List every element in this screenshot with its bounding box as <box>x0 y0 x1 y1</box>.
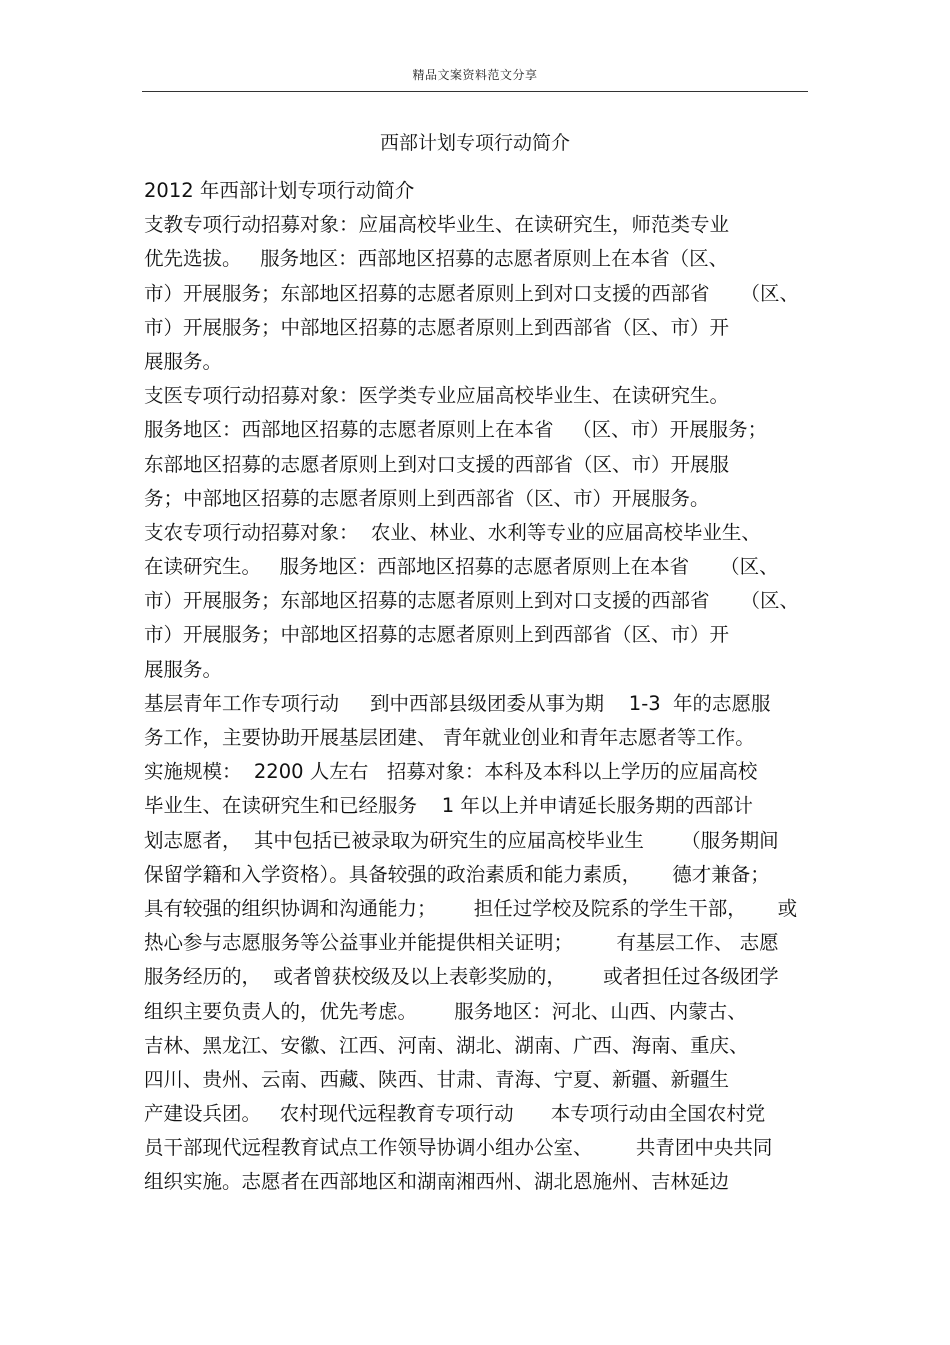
body-line: 产建设兵团。 农村现代远程教育专项行动 本专项行动由全国农村党 <box>144 1102 766 1126</box>
body-line: 组织实施。志愿者在西部地区和湖南湘西州、湖北恩施州、吉林延边 <box>144 1170 730 1194</box>
header-divider <box>142 91 808 92</box>
body-line: 支农专项行动招募对象： 农业、林业、水利等专业的应届高校毕业生、 <box>144 520 761 544</box>
body-line: 具有较强的组织协调和沟通能力； 担任过学校及院系的学生干部， 或 <box>144 896 798 920</box>
body-line: 组织主要负责人的，优先考虑。 服务地区：河北、山西、内蒙古、 <box>144 999 747 1023</box>
body-line: 务工作，主要协助开展基层团建、 青年就业创业和青年志愿者等工作。 <box>144 726 755 749</box>
page-header-text: 精品文案资料范文分享 <box>412 68 538 82</box>
body-line: 员干部现代远程教育试点工作领导协调小组办公室、 共青团中央共同 <box>144 1136 773 1160</box>
body-line: 展服务。 <box>144 657 223 681</box>
body-line: 服务经历的， 或者曾获校级及以上表彰奖励的， 或者担任过各级团学 <box>144 965 779 989</box>
body-line: 基层青年工作专项行动 到中西部县级团委从事为期 1-3 年的志愿服 <box>144 691 771 715</box>
body-line: 在读研究生。 服务地区：西部地区招募的志愿者原则上在本省 （区、 <box>144 555 779 579</box>
body-line: 毕业生、在读研究生和已经服务 1 年以上并申请延长服务期的西部计 <box>144 794 753 818</box>
document-title: 西部计划专项行动简介 <box>379 132 570 154</box>
body-line: 务；中部地区招募的志愿者原则上到西部省（区、市）开展服务。 <box>144 486 710 510</box>
body-line: 市）开展服务；中部地区招募的志愿者原则上到西部省（区、市）开 <box>144 315 730 339</box>
body-line: 服务地区：西部地区招募的志愿者原则上在本省 （区、市）开展服务； <box>144 418 768 442</box>
body-line: 划志愿者， 其中包括已被录取为研究生的应届高校毕业生 （服务期间 <box>144 828 779 852</box>
body-line: 四川、贵州、云南、西藏、陕西、甘肃、青海、宁夏、新疆、新疆生 <box>144 1067 730 1091</box>
body-line: 实施规模： 2200 人左右 招募对象：本科及本科以上学历的应届高校 <box>144 760 758 784</box>
body-line: 展服务。 <box>144 349 223 373</box>
body-line: 保留学籍和入学资格）。具备较强的政治素质和能力素质， 德才兼备； <box>144 862 770 886</box>
body-line: 市）开展服务；东部地区招募的志愿者原则上到对口支援的西部省 （区、 <box>144 281 799 305</box>
body-line: 热心参与志愿服务等公益事业并能提供相关证明； 有基层工作、 志愿 <box>144 931 779 955</box>
body-line: 东部地区招募的志愿者原则上到对口支援的西部省（区、市）开展服 <box>144 452 730 476</box>
body-line: 支教专项行动招募对象：应届高校毕业生、在读研究生，师范类专业 <box>144 213 730 237</box>
body-line: 2012 年西部计划专项行动简介 <box>144 179 415 202</box>
body-line: 吉林、黑龙江、安徽、江西、河南、湖北、湖南、广西、海南、重庆、 <box>144 1033 749 1057</box>
document-body <box>144 174 816 1200</box>
body-line: 市）开展服务；东部地区招募的志愿者原则上到对口支援的西部省 （区、 <box>144 589 799 613</box>
body-line: 支医专项行动招募对象：医学类专业应届高校毕业生、在读研究生。 <box>144 384 730 408</box>
body-line: 优先选拔。 服务地区：西部地区招募的志愿者原则上在本省（区、 <box>144 247 729 271</box>
body-line: 市）开展服务；中部地区招募的志愿者原则上到西部省（区、市）开 <box>144 623 730 647</box>
